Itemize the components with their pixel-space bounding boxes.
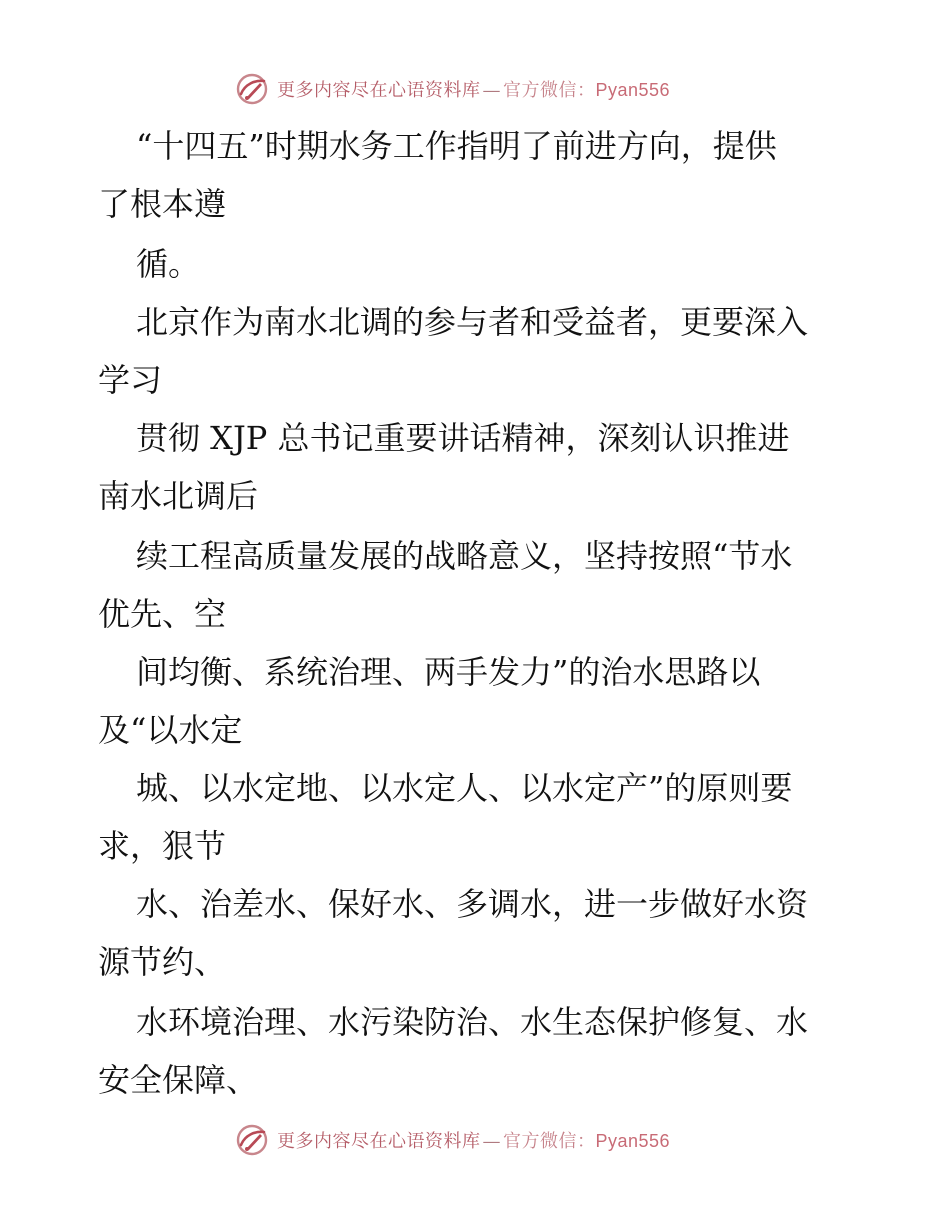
body-line: 循。	[136, 245, 201, 283]
pen-logo-icon	[235, 72, 269, 106]
body-line: 水环境治理、水污染防治、水生态保护修复、水	[136, 1003, 809, 1041]
body-line: 求，狠节	[98, 827, 227, 865]
watermark-dash: —	[482, 80, 501, 101]
body-line: 优先、空	[98, 595, 227, 633]
pen-logo-icon	[235, 1123, 269, 1157]
watermark-label: 官方微信：	[503, 1131, 596, 1152]
watermark-text: 更多内容尽在心语资料库	[277, 80, 481, 101]
watermark-text: 更多内容尽在心语资料库	[277, 1131, 481, 1152]
body-line: “十四五”时期水务工作指明了前进方向，提供	[136, 127, 777, 165]
body-line: 学习	[98, 361, 163, 399]
body-line: 源节约、	[98, 943, 227, 981]
watermark-footer	[235, 1123, 670, 1157]
body-line: 间均衡、系统治理、两手发力”的治水思路以	[136, 653, 761, 691]
body-line: 了根本遵	[98, 185, 227, 223]
watermark-label: 官方微信：	[503, 80, 596, 101]
body-line: 续工程高质量发展的战略意义，坚持按照“节水	[136, 537, 793, 575]
body-line: 城、以水定地、以水定人、以水定产”的原则要	[136, 769, 793, 807]
watermark-header	[235, 72, 670, 106]
body-line: 南水北调后	[98, 477, 259, 515]
body-line: 北京作为南水北调的参与者和受益者，更要深入	[136, 303, 809, 341]
watermark-id: Pyan556	[595, 1131, 671, 1151]
body-line: 安全保障、	[98, 1061, 259, 1099]
body-line: 贯彻 XJP 总书记重要讲话精神，深刻认识推进	[136, 419, 790, 457]
body-line: 及“以水定	[98, 711, 243, 749]
watermark-id: Pyan556	[595, 80, 671, 100]
body-line: 水、治差水、保好水、多调水，进一步做好水资	[136, 885, 809, 923]
watermark-dash: —	[482, 1131, 501, 1152]
